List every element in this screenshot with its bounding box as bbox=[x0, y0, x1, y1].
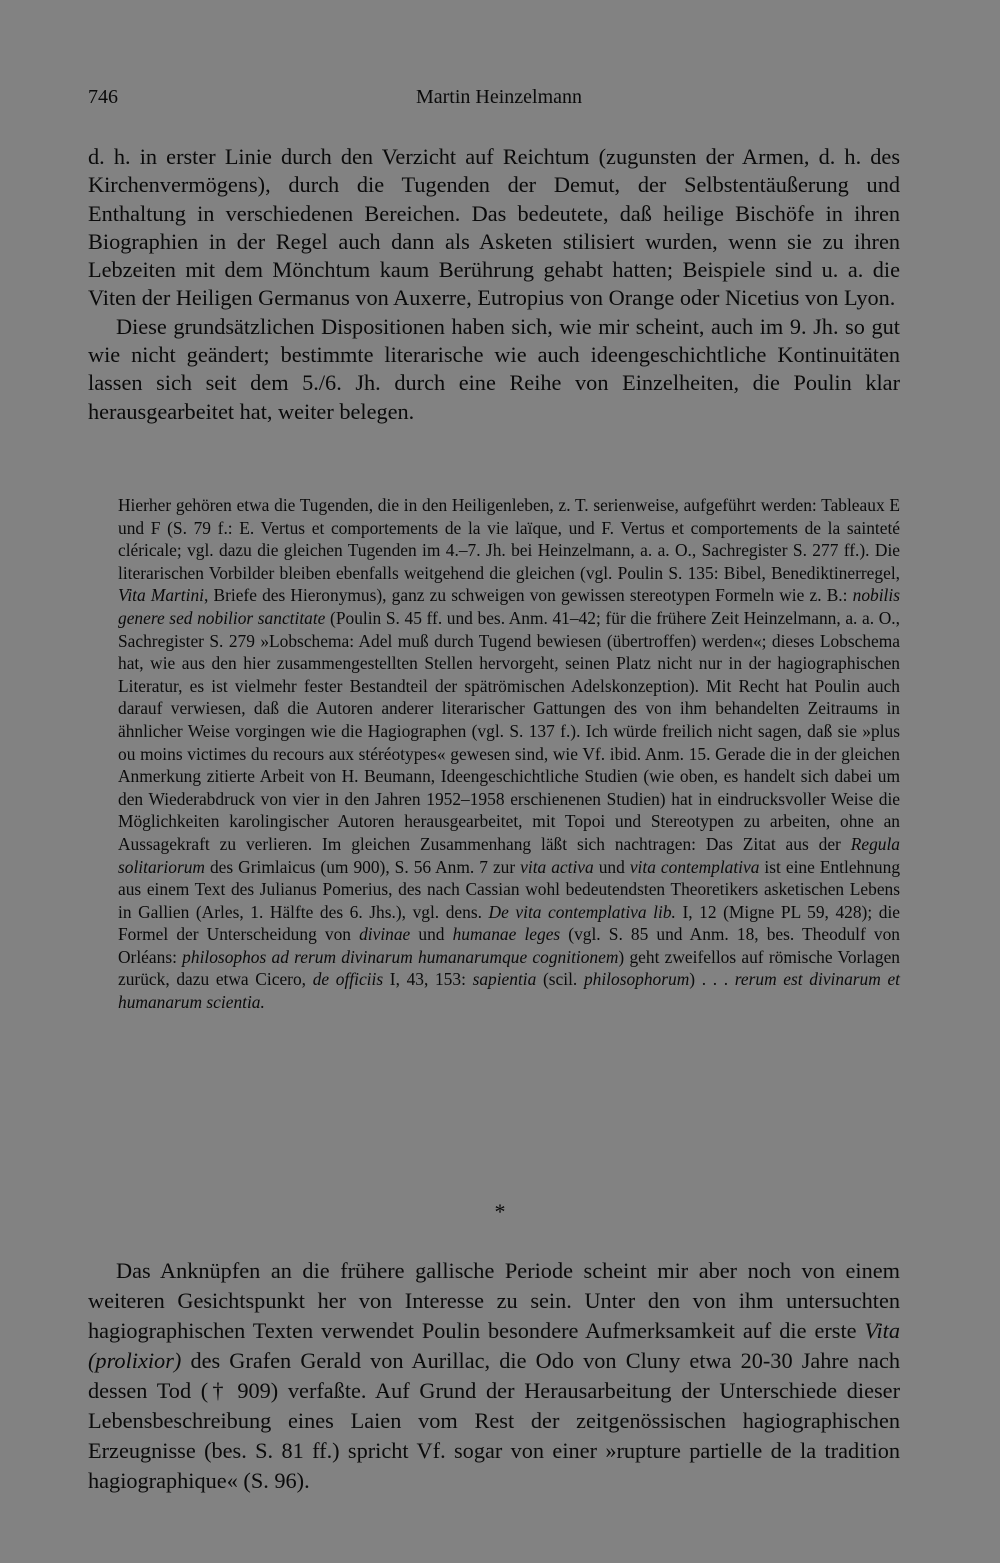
note-text: und bbox=[593, 856, 630, 877]
running-title-author: Martin Heinzelmann bbox=[415, 86, 583, 108]
note-italic: nobilis genere sed nobilior sanctitate bbox=[118, 585, 900, 628]
note-italic: vita activa bbox=[520, 856, 594, 877]
note-text: und bbox=[410, 924, 453, 945]
note-text: (scil. bbox=[536, 969, 584, 990]
section-separator: * bbox=[494, 1199, 506, 1224]
paragraph-3 bbox=[88, 1256, 900, 1496]
note-italic: divinae bbox=[359, 924, 411, 945]
note-italic: sapientia bbox=[472, 969, 537, 990]
running-header bbox=[88, 86, 910, 116]
note-text: I, 12 (Migne PL 59, 428); die Formel der Unterscheidung von bbox=[118, 901, 900, 945]
footnote-paragraph bbox=[118, 494, 900, 1014]
note-text: ist eine Entlehnung aus einem Text des Julianus Pomerius, des nach Cassian wohl bedeutendsten Theoretikers asketischen Lebens in Gallien (Arles, 1. Hälfte des 6. Jhs.), vgl. dens. bbox=[118, 856, 901, 922]
note-italic: De vita contemplativa lib. bbox=[488, 901, 676, 922]
note-italic: philosophos ad rerum divinarum humanarumque cognitionem bbox=[182, 946, 619, 967]
page-number: 746 bbox=[88, 86, 118, 108]
note-italic: vita contemplativa bbox=[629, 856, 760, 877]
note-italic: rerum est divinarum et humanarum scientia. bbox=[118, 969, 900, 1013]
note-text: ) . . . bbox=[689, 969, 735, 990]
main-text bbox=[88, 143, 900, 426]
note-text: I, 43, 153: bbox=[383, 969, 473, 990]
main-text-continued bbox=[88, 1256, 900, 1496]
paragraph-text: Das Anknüpfen an die frühere gallische Periode scheint mir aber noch von einem weiteren Gesichtspunkt her von Interesse zu sein. Unter den von ihm untersuchten hagiographischen Texten verwendet Poulin besondere Aufmerksamkeit auf die erste bbox=[88, 1258, 900, 1343]
note-italic: philosophorum bbox=[583, 969, 690, 990]
note-text: , Briefe des Hieronymus), ganz zu schweigen von gewissen stereotypen Formeln wie z. B.: bbox=[203, 585, 853, 606]
note-italic: de officiis bbox=[312, 969, 384, 990]
footnote-block bbox=[118, 494, 900, 1014]
note-text: Hierher gehören etwa die Tugenden, die in den Heiligenleben, z. T. serienweise, aufgeführt werden: Tableaux E und F (S. 79 f.: E. Vertus et comportements de la vie laïque, und F. Vertus et comportements de la sainteté cléricale; vgl. dazu die gleichen Tugenden im 4.–7. Jh. bei Heinzelmann, a. a. O., Sachregister S. 277 ff.). Die literarischen Vorbilder bleiben ebenfalls weitgehend die gleichen (vgl. Poulin S. 135: Bibel, Benediktinerregel, bbox=[118, 495, 900, 583]
paragraph-2: Diese grundsätzlichen Dispositionen haben sich, wie mir scheint, auch im 9. Jh. so gut wie nicht geändert; bestimmte literarische wie auch ideengeschichtliche Kontinuitäten lassen sich seit dem 5./6. Jh. durch eine Reihe von Einzelheiten, die Poulin klar herausgearbeitet hat, weiter belegen. bbox=[88, 313, 900, 424]
note-text: (vgl. S. 85 und Anm. 18, bes. Theodulf von Orléans: bbox=[118, 924, 900, 967]
note-italic: humanae leges bbox=[452, 924, 561, 945]
note-text: des Grimlaicus (um 900), S. 56 Anm. 7 zur bbox=[204, 856, 521, 877]
paragraph-text: des Grafen Gerald von Aurillac, die Odo von Cluny etwa 20-30 Jahre nach dessen Tod († 909) verfaßte. Auf Grund der Herausarbeitung der Unterschiede dieser Lebensbeschreibung eines Laien vom Rest der zeitgenössischen hagiographischen Erzeugnisse (bes. S. 81 ff.) spricht Vf. sogar von einer »rupture partielle de la tradition hagiographique« (S. 96). bbox=[88, 1348, 900, 1493]
paragraph-1: d. h. in erster Linie durch den Verzicht auf Reichtum (zugunsten der Armen, d. h. des Kirchenvermögens), durch die Tugenden der Demut, der Selbstentäußerung und Enthaltung in verschiedenen Bereichen. Das bedeutete, daß heilige Bischöfe in ihren Biographien in der Regel auch dann als Asketen stilisiert wurden, wenn sie zu ihren Lebzeiten mit dem Mönchtum kaum Berührung gehabt hatten; Beispiele sind u. a. die Viten der Heiligen Germanus von Auxerre, Eutropius von Orange oder Nicetius von Lyon. bbox=[88, 144, 900, 311]
note-italic: Vita Martini bbox=[118, 585, 204, 606]
note-italic: Regula solitariorum bbox=[118, 833, 900, 877]
note-text: ) geht zweifellos auf römische Vorlagen zurück, dazu etwa Cicero, bbox=[118, 946, 900, 990]
paragraph-italic: Vita (prolixior) bbox=[88, 1318, 900, 1373]
note-text: (Poulin S. 45 ff. und bes. Anm. 41–42; für die frühere Zeit Heinzelmann, a. a. O., Sachregister S. 279 »Lobschema: Adel muß durch Tugend bewiesen (übertroffen) werden«; dieses Lobschema hat, wie aus den hier zusammengestellten Stellen hervorgeht, seinen Platz nicht nur in der hagiographischen Literatur, es ist vielmehr fester Bestandteil der spätrömischen Adelskonzeption). Mit Recht hat Poulin auch darauf verwiesen, daß die Autoren anderer literarischer Gattungen des von ihm behandelten Zeitraums in ähnlicher Weise vorgingen wie die Hagiographen (vgl. S. 137 f.). Ich würde freilich nicht sagen, daß sie »plus ou moins victimes du recours aux stéréotypes« gewesen sind, wie Vf. ibid. Anm. 15. Gerade die in der gleichen Anmerkung zitierte Arbeit von H. Beumann, Ideengeschichtliche Studien (wie oben, es handelt sich dabei um den Wiederabdruck von vier in den Jahren 1952–1958 erschienenen Studien) hat in eindrucksvoller Weise die Möglichkeiten karolingischer Autoren herausgearbeitet, mit Topoi und Stereotypen zu arbeiten, ohne an Aussagekraft zu verlieren. Im gleichen Zusammenhang läßt sich nachtragen: Das Zitat aus der bbox=[118, 607, 900, 854]
